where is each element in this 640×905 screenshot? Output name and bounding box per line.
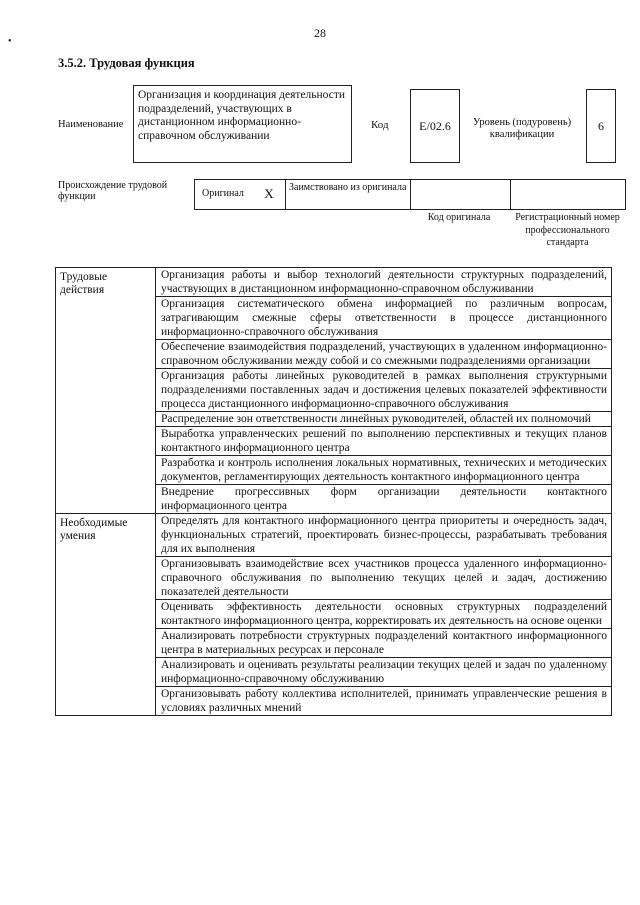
level-label: Уровень (подуровень) квалификации	[472, 117, 572, 140]
labor-action-item: Разработка и контроль исполнения локальных нормативных, технических и методических документов, регламентирующих деятельность контактного информационного центра	[156, 456, 612, 485]
code-value-box: E/02.6	[410, 89, 460, 163]
skill-item: Организовывать взаимодействие всех участников процесса удаленного информационно-справочного обслуживания по выполнению текущих целей и задач, достижению показателей деятельности	[156, 557, 612, 600]
page-number: 28	[314, 26, 326, 40]
level-value-box: 6	[586, 89, 616, 163]
registration-caption: Регистрационный номер профессионального стандарта	[515, 212, 620, 248]
required-skills-heading: Необходимые умения	[56, 514, 156, 716]
origin-label: Происхождение трудовой функции	[58, 180, 168, 202]
original-code-cell	[410, 180, 511, 209]
function-details-table	[55, 267, 612, 716]
skill-item: Анализировать и оценивать результаты реализации текущих целей и задач по удаленному информационно-справочному обслуживанию	[156, 658, 612, 687]
margin-mark: •	[8, 36, 12, 47]
labor-action-item: Распределение зон ответственности линейных руководителей, областей их полномочий	[156, 412, 612, 427]
code-label: Код	[371, 119, 389, 131]
skill-item: Определять для контактного информационного центра приоритеты и очередность задач, функциональных стратегий, проектировать бизнес-процессы, разрабатывать требования для их выполнения	[156, 514, 612, 557]
borrowed-label: Заимствовано из оригинала	[285, 180, 410, 209]
name-label: Наименование	[58, 119, 124, 130]
original-mark: X	[264, 186, 274, 201]
table-row	[56, 514, 612, 557]
labor-action-item: Внедрение прогрессивных форм организации деятельности контактного информационного центра	[156, 485, 612, 514]
skill-item: Организовывать работу коллектива исполнителей, принимать управленческие решения в условиях различных мнений	[156, 687, 612, 716]
original-label: Оригинал	[202, 188, 244, 199]
labor-action-item: Выработка управленческих решений по выполнению перспективных и текущих планов контактного информационного центра	[156, 427, 612, 456]
origin-table	[194, 179, 626, 210]
labor-action-item: Организация работы линейных руководителей в рамках выполнения структурными подразделениями поставленных задач и достижения целевых показателей эффективности процесса дистанционного информационно-справочного обслуживания	[156, 369, 612, 412]
skill-item: Оценивать эффективность деятельности основных структурных подразделений контактного информационного центра, корректировать их деятельность на основе оценки	[156, 600, 612, 629]
labor-action-item: Организация систематического обмена информацией по различным вопросам, затрагивающим смежные сферы ответственности в процессе дистанционного информационно-справочного обслуживания	[156, 297, 612, 340]
code-original-caption: Код оригинала	[427, 212, 491, 223]
registration-number-cell	[510, 180, 626, 209]
skill-item: Анализировать потребности структурных подразделений контактного информационного центра в материальных ресурсах и персонале	[156, 629, 612, 658]
labor-action-item: Организация работы и выбор технологий деятельности структурных подразделений, участвующих в дистанционном информационно-справочном обслуживании	[156, 268, 612, 297]
labor-actions-heading: Трудовые действия	[56, 268, 156, 514]
function-name-box: Организация и координация деятельности подразделений, участвующих в дистанционном информационно-справочном обслуживании	[133, 85, 352, 163]
labor-action-item: Обеспечение взаимодействия подразделений, участвующих в удаленном информационно-справочном обслуживании между собой и со смежными подразделениями организации	[156, 340, 612, 369]
section-title: 3.5.2. Трудовая функция	[58, 56, 195, 70]
table-row	[56, 268, 612, 297]
